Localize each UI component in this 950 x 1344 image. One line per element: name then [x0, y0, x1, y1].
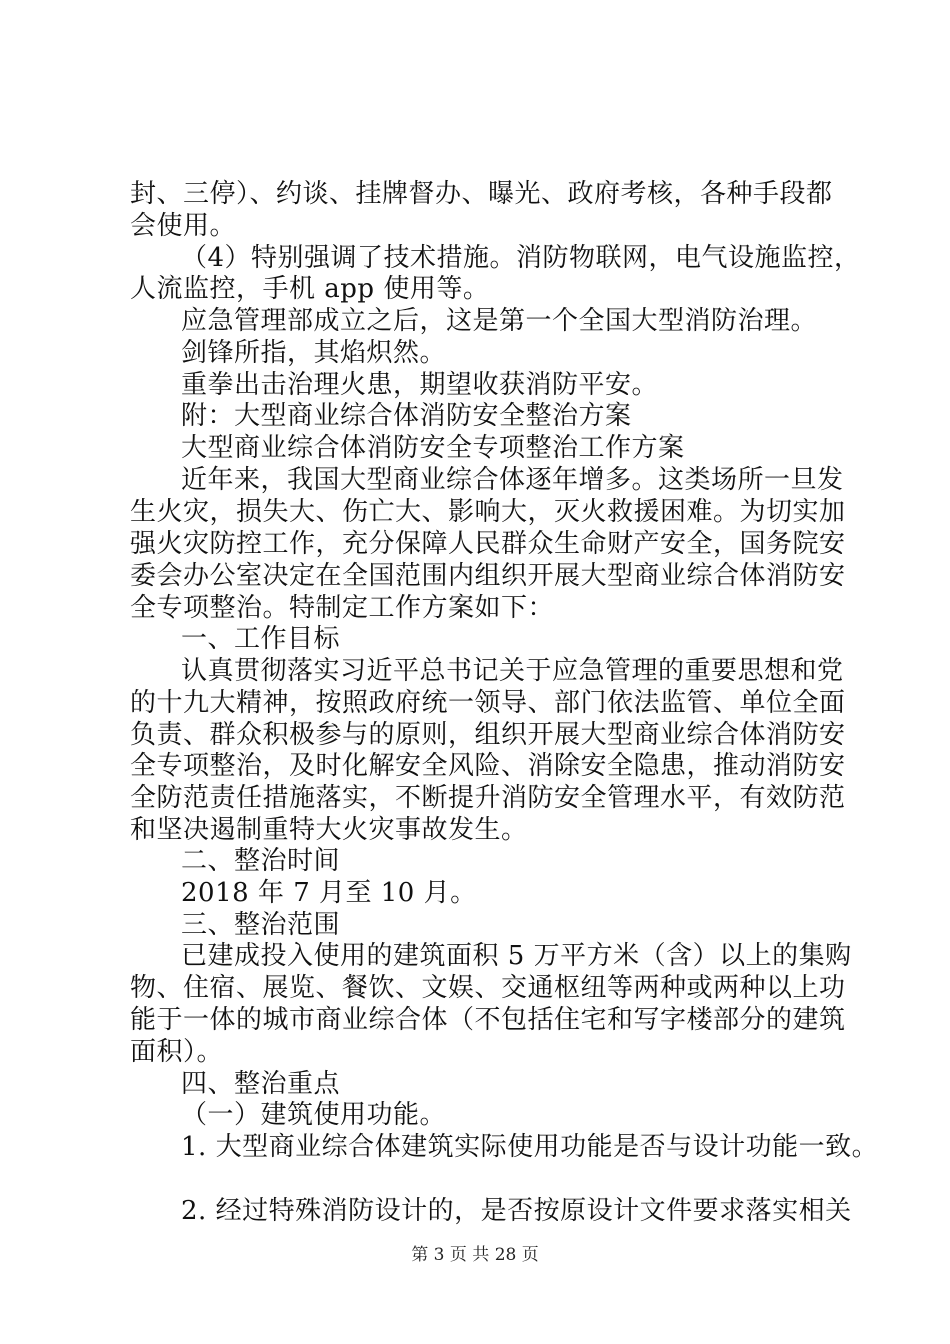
text-line: 认真贯彻落实习近平总书记关于应急管理的重要思想和党 — [181, 656, 844, 686]
subsection-heading: （一）建筑使用功能。 — [181, 1100, 447, 1130]
text-line: 物、住宿、展览、餐饮、文娱、交通枢纽等两种或两种以上功 — [130, 973, 846, 1003]
text-line: 全防范责任措施落实，不断提升消防安全管理水平，有效防范 — [130, 783, 846, 813]
text-line: 重拳出击治理火患，期望收获消防平安。 — [181, 370, 659, 400]
section-heading: 四、整治重点 — [181, 1069, 341, 1099]
text-line: 会使用。 — [130, 211, 237, 241]
text-line: 应急管理部成立之后，这是第一个全国大型消防治理。 — [181, 306, 818, 336]
section-heading: 三、整治范围 — [181, 910, 341, 940]
text-line: 近年来，我国大型商业综合体逐年增多。这类场所一旦发 — [181, 465, 844, 495]
text-line: 2018 年 7 月至 10 月。 — [181, 878, 477, 908]
text-line: 人流监控，手机 app 使用等。 — [130, 274, 490, 304]
text-line: 和坚决遏制重特大火灾事故发生。 — [130, 815, 528, 845]
text-line: 生火灾，损失大、伤亡大、影响大，灭火救援困难。为切实加 — [130, 497, 846, 527]
list-item: 1. 大型商业综合体建筑实际使用功能是否与设计功能一致。 — [181, 1132, 879, 1162]
text-line: 面积）。 — [130, 1037, 224, 1067]
text-line: 已建成投入使用的建筑面积 5 万平方米（含）以上的集购 — [181, 941, 852, 971]
section-title: 大型商业综合体消防安全专项整治工作方案 — [181, 433, 685, 463]
text-line: 的十九大精神，按照政府统一领导、部门依法监管、单位全面 — [130, 688, 846, 718]
text-line: 全专项整治。特制定工作方案如下： — [130, 593, 555, 623]
text-line: 全专项整治，及时化解安全风险、消除安全隐患，推动消防安 — [130, 751, 846, 781]
page-indicator: 第 3 页 共 28 页 — [411, 1245, 539, 1265]
list-item: 2. 经过特殊消防设计的，是否按原设计文件要求落实相关 — [181, 1196, 852, 1226]
text-line: （4）特别强调了技术措施。消防物联网，电气设施监控， — [181, 243, 861, 273]
text-line: 强火灾防控工作，充分保障人民群众生命财产安全，国务院安 — [130, 529, 846, 559]
text-line: 负责、群众积极参与的原则，组织开展大型商业综合体消防安 — [130, 720, 846, 750]
text-line: 剑锋所指，其焰炽然。 — [181, 338, 447, 368]
section-heading: 二、整治时间 — [181, 846, 341, 876]
section-heading: 一、工作目标 — [181, 624, 341, 654]
text-line: 委会办公室决定在全国范围内组织开展大型商业综合体消防安 — [130, 561, 846, 591]
text-line: 能于一体的城市商业综合体（不包括住宅和写字楼部分的建筑 — [130, 1005, 846, 1035]
text-line: 附：大型商业综合体消防安全整治方案 — [181, 401, 632, 431]
text-line: 封、三停）、约谈、挂牌督办、曝光、政府考核，各种手段都 — [130, 179, 833, 209]
